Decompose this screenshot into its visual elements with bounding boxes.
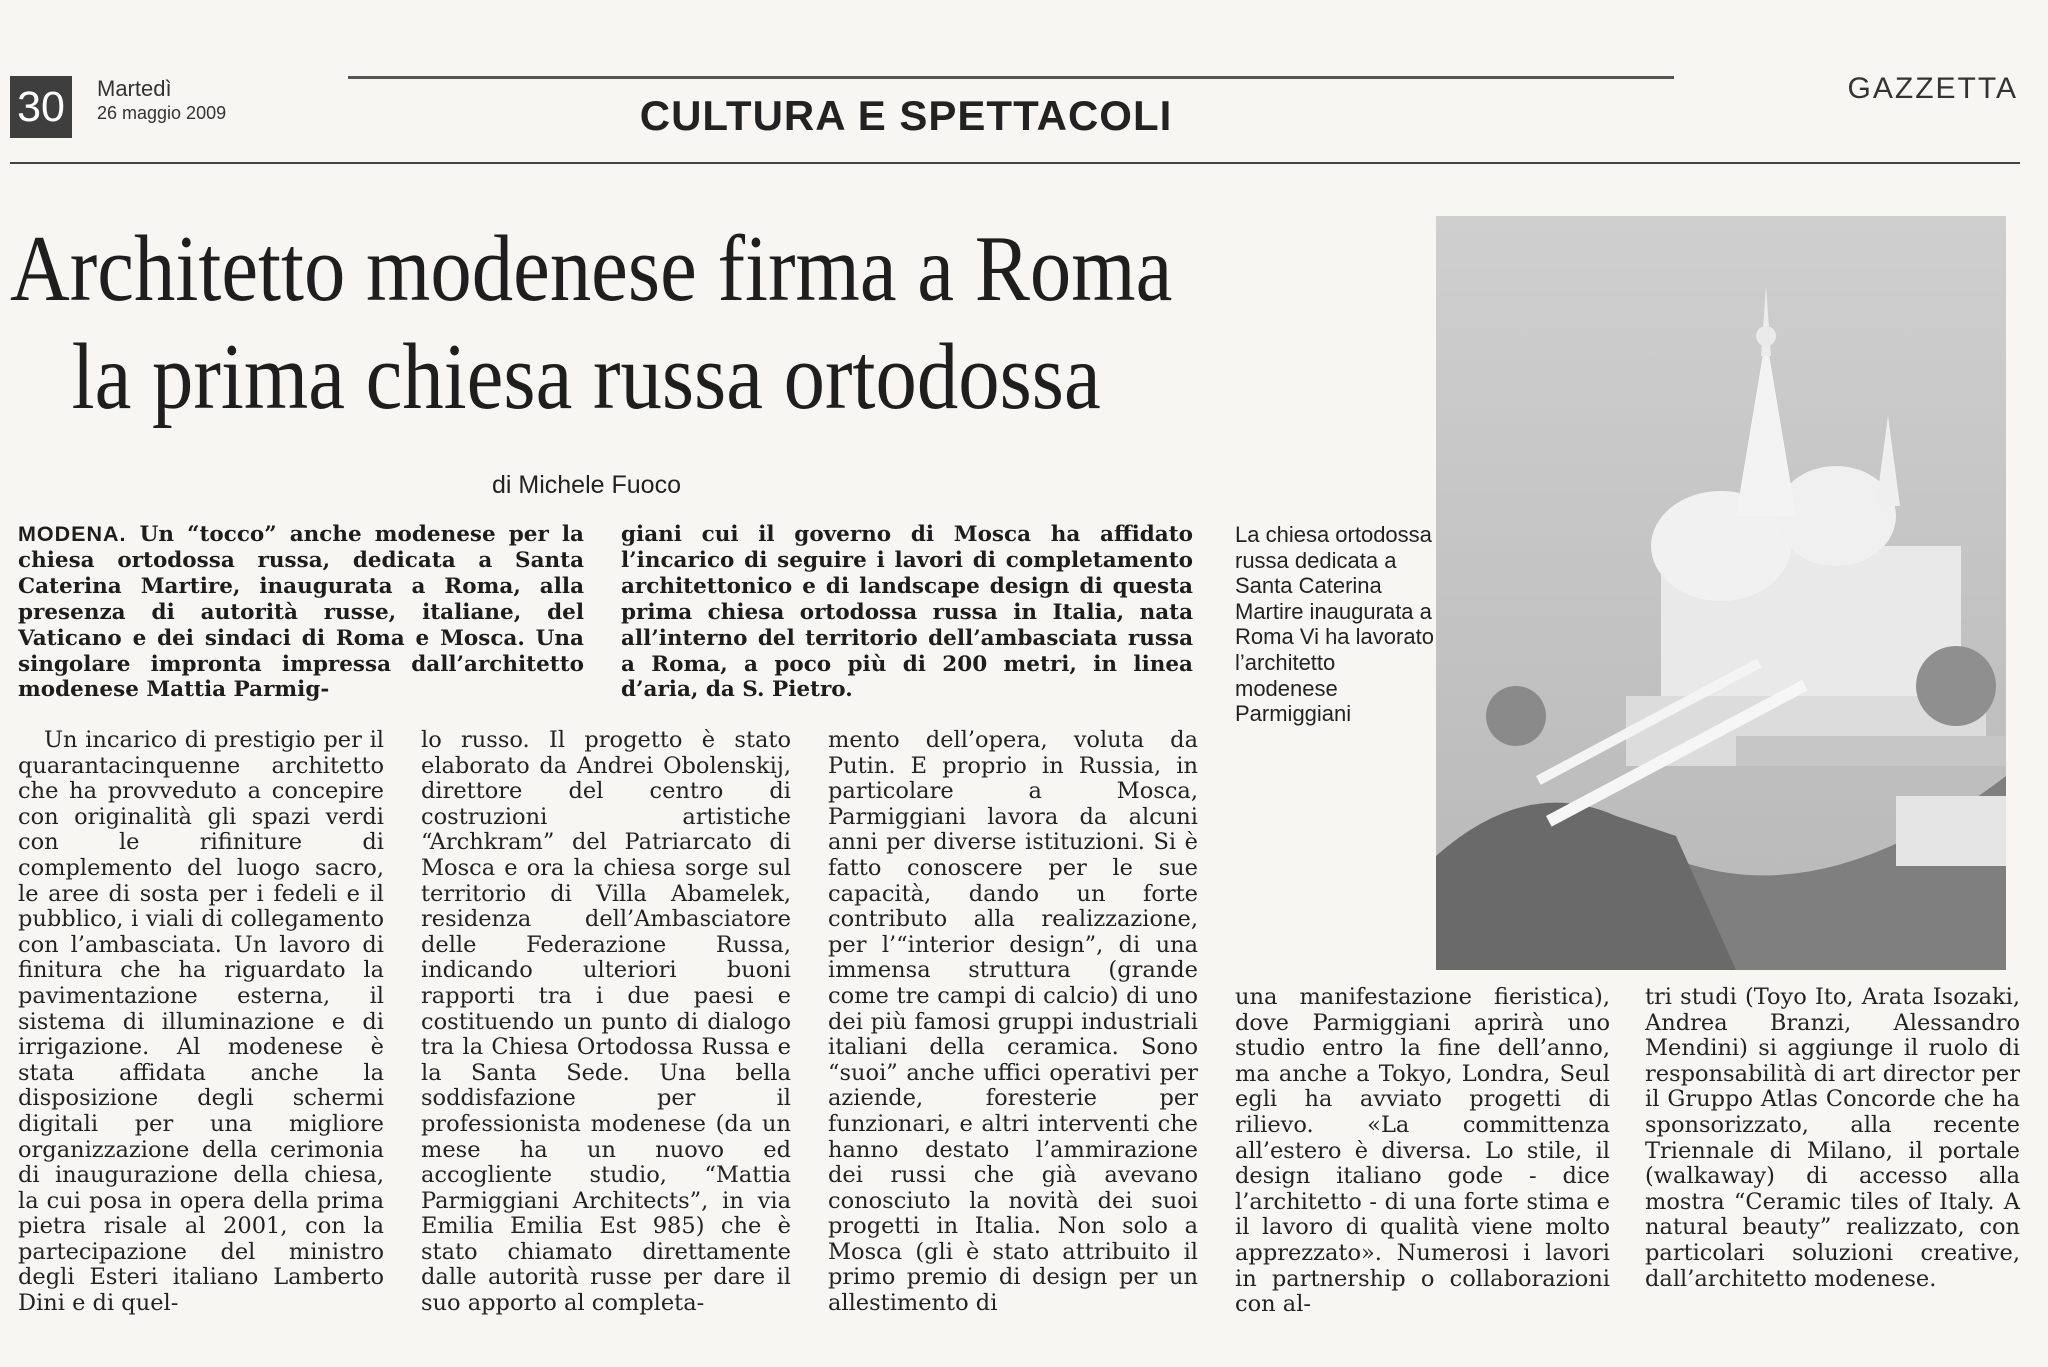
page-number: 30	[10, 76, 72, 138]
body-column-1: Un incarico di prestigio per il quarantacinquenne architetto che ha provveduto a concepire con originalità gli spazi verdi con le rifiniture di complemento del luogo sacro, le aree di sosta per i fedeli e il pubblico, i viali di collegamento con l’ambasciata. Un lavoro di finitura che ha riguardato la pavimentazione esterna, il sistema di illuminazione e di irrigazione. Al modenese è stata affidata anche la disposizione degli schermi digitali per una migliore organizzazione della cerimonia di inaugurazione della chiesa, la cui posa in opera della prima pietra risale al 2001, con la partecipazione del ministro degli Esteri italiano Lamberto Dini e di quel-	[18, 727, 384, 1317]
body-column-3: mento dell’opera, voluta da Putin. E proprio in Russia, in particolare a Mosca, Parmiggiani lavora da alcuni anni per diverse istituzioni. Si è fatto conoscere per le sue capacità, dando un forte contributo alla realizzazione, per l’“interior design”, di una immensa struttura (grande come tre campi di calcio) di uno dei più famosi gruppi industriali italiani della ceramica. Sono “suoi” anche uffici operativi per aziende, foresterie per funzionari, e altri interventi che hanno destato l’ammirazione dei russi che già avevano conosciuto la novità dei suoi progetti in Italia. Non solo a Mosca (gli è stato attribuito il primo premio di design per un allestimento di	[828, 727, 1198, 1317]
lead-paragraph-left	[18, 522, 584, 703]
section-top-rule	[348, 76, 1674, 79]
church-photo-illustration	[1436, 216, 2006, 970]
article-byline: di Michele Fuoco	[492, 471, 681, 499]
lead-left-text: Un “tocco” anche modenese per la chiesa ortodossa russa, dedicata a Santa Caterina Martire, inaugurata a Roma, alla presenza di autorità russe, italiane, del Vaticano e dei sindaci di Roma e Mosca. Una singolare impronta impressa dall’architetto modenese Mattia Parmig-	[18, 522, 584, 703]
body-column-4: una manifestazione fieristica), dove Parmiggiani aprirà uno studio entro la fine dell’anno, ma anche a Tokyo, Londra, Seul egli ha avviato progetti di rilievo. «La committenza all’estero è diversa. Lo stile, il design italiano gode - dice l’architetto - di una forte stima e il lavoro di qualità viene molto apprezzato». Numerosi i lavori in partnership o collaborazioni con al-	[1235, 984, 1610, 1318]
body-column-2: lo russo. Il progetto è stato elaborato da Andrei Obolenskij, direttore del centro di costruzioni artistiche “Archkram” del Patriarcato di Mosca e ora la chiesa sorge sul territorio di Villa Abamelek, residenza dell’Ambasciatore delle Federazione Russa, indicando ulteriori buoni rapporti tra i due paesi e costituendo un punto di dialogo tra la Chiesa Ortodossa Russa e la Santa Sede. Una bella soddisfazione per il professionista modenese (da un mese ha un nuovo ed accogliente studio, “Mattia Parmiggiani Architects”, in via Emilia Emilia Est 985) che è stato chiamato direttamente dalle autorità russe per dare il suo apporto al completa-	[421, 727, 791, 1317]
issue-date: 26 maggio 2009	[97, 103, 227, 123]
newspaper-masthead: GAZZETTA	[1847, 72, 2018, 105]
header-divider	[10, 162, 2020, 164]
section-title: CULTURA E SPETTACOLI	[639, 92, 1173, 139]
body-column-5: tri studi (Toyo Ito, Arata Isozaki, Andrea Branzi, Alessandro Mendini) si aggiunge il ruolo di responsabilità di art director per il Gruppo Atlas Concorde che ha sponsorizzato, alla recente Triennale di Milano, il portale (walkaway) di accesso alla mostra “Ceramic tiles of Italy. A natural beauty” realizzato, con particolari soluzioni creative, dall’architetto modenese.	[1645, 984, 2020, 1292]
article-headline	[10, 215, 1242, 431]
lead-paragraph-right: giani cui il governo di Mosca ha affidato l’incarico di seguire i lavori di completamento architettonico e di landscape design di questa prima chiesa ortodossa russa in Italia, nata all’interno del territorio dell’ambasciata russa a Roma, a poco più di 200 metri, in linea d’aria, da S. Pietro.	[621, 522, 1193, 703]
headline-line-1: Architetto modenese firma a Roma	[10, 217, 1173, 321]
photo-caption: La chiesa ortodossa russa dedicata a Santa Caterina Martire inaugurata a Roma Vi ha lavorato l’architetto modenese Parmiggiani	[1235, 522, 1434, 727]
issue-weekday: Martedì	[97, 76, 172, 101]
dateline: MODENA.	[18, 522, 127, 546]
church-photo	[1436, 216, 2006, 970]
headline-line-2: la prima chiesa russa ortodossa	[71, 325, 1101, 429]
